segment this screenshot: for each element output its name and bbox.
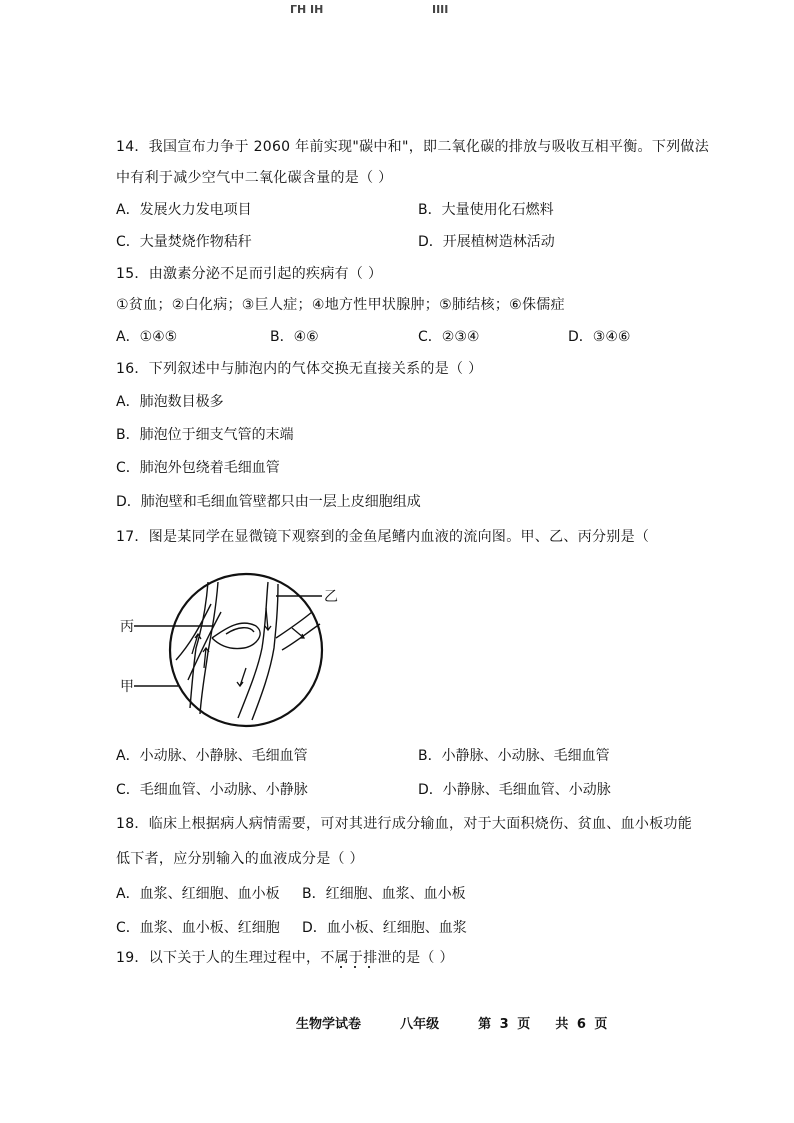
vessel-center-wall-a	[190, 582, 208, 708]
footer-total: 共 6 页	[555, 1017, 608, 1032]
label-jia: 甲	[120, 679, 134, 695]
q18-stem-line1: 18．临床上根据病人病情需要，可对其进行成分输血，对于大面积烧伤、贫血、血小板功能	[116, 816, 693, 832]
q17-option-d: D．小静脉、毛细血管、小动脉	[418, 782, 611, 798]
q16-option-b: B．肺泡位于细支气管的末端	[116, 427, 294, 443]
q15-option-b: B．④⑥	[270, 329, 319, 345]
q14-option-c: C．大量焚烧作物秸秆	[116, 234, 252, 250]
capillary-loop	[212, 623, 260, 648]
q16-option-c: C．肺泡外包绕着毛细血管	[116, 460, 280, 476]
q15-items: ①贫血；②白化病；③巨人症；④地方性甲状腺肿；⑤肺结核；⑥侏儒症	[116, 297, 565, 313]
emphasis-dot	[354, 966, 356, 968]
q16-stem: 16．下列叙述中与肺泡内的气体交换无直接关系的是（ ）	[116, 361, 483, 377]
label-yi: 乙	[324, 589, 338, 605]
q14-stem-line1: 14．我国宣布力争于 2060 年前实现"碳中和"，即二氧化碳的排放与吸收互相平衡。下列做法	[116, 139, 710, 155]
q18-option-a: A．血浆、红细胞、血小板	[116, 886, 280, 902]
header-fragment-left: ΓΗ ΙΗ	[290, 3, 324, 16]
q18-option-c: C．血浆、血小板、红细胞	[116, 920, 280, 936]
q14-stem-line2: 中有利于减少空气中二氧化碳含量的是（ ）	[116, 170, 393, 186]
q19-stem: 19．以下关于人的生理过程中，不属于排泄的是（ ）	[116, 950, 454, 966]
footer-page: 第 3 页	[478, 1017, 531, 1032]
q15-option-c: C．②③④	[418, 329, 480, 345]
q14-option-a: A．发展火力发电项目	[116, 202, 252, 218]
q17-stem: 17．图是某同学在显微镜下观察到的金鱼尾鳍内血液的流向图。甲、乙、丙分别是（	[116, 529, 650, 545]
capillary-inner	[226, 628, 254, 634]
vessel-right-wall-b	[252, 584, 278, 720]
q17-option-a: A．小动脉、小静脉、毛细血管	[116, 748, 308, 764]
q18-option-d: D．血小板、红细胞、血浆	[302, 920, 467, 936]
emphasis-dot	[368, 966, 370, 968]
vessel-branch-wall-b	[282, 624, 320, 650]
q18-stem-line2: 低下者，应分别输入的血液成分是（ ）	[116, 851, 364, 867]
footer-grade: 八年级	[400, 1017, 440, 1032]
q16-option-a: A．肺泡数目极多	[116, 394, 224, 410]
q15-option-d: D．③④⑥	[568, 329, 631, 345]
page-footer	[296, 1013, 607, 1032]
q17-option-b: B．小静脉、小动脉、毛细血管	[418, 748, 610, 764]
q18-option-b: B．红细胞、血浆、血小板	[302, 886, 466, 902]
flow-arrow-4	[292, 628, 304, 638]
vessel-right-wall-a	[238, 582, 268, 718]
q15-stem: 15．由激素分泌不足而引起的疾病有（ ）	[116, 266, 383, 282]
flow-arrow-5	[237, 668, 246, 686]
q14-option-d: D．开展植树造林活动	[418, 234, 555, 250]
q14-option-b: B．大量使用化石燃料	[418, 202, 554, 218]
q15-option-a: A．①④⑤	[116, 329, 178, 345]
header-fragment-right: ΙΙΙΙ	[432, 3, 449, 16]
q17-option-c: C．毛细血管、小动脉、小静脉	[116, 782, 308, 798]
label-bing: 丙	[120, 619, 134, 635]
q16-option-d: D．肺泡壁和毛细血管壁都只由一层上皮细胞组成	[116, 494, 421, 510]
q17-bloodflow-diagram	[116, 568, 356, 728]
emphasis-dot	[340, 966, 342, 968]
footer-subject: 生物学试卷	[296, 1017, 362, 1032]
